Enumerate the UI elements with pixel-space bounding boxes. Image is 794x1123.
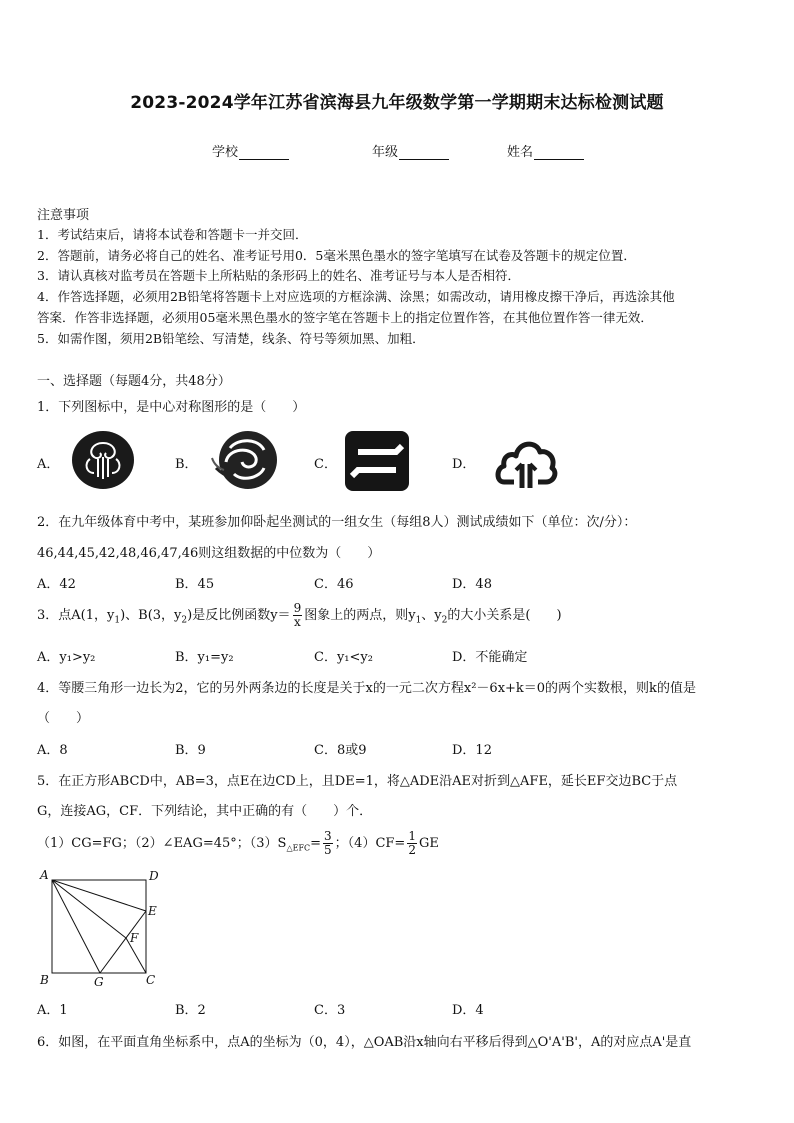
q5-option-d[interactable]: D．4 [452, 1003, 484, 1018]
q1-option-c-label: C． [314, 457, 337, 472]
q4-option-a[interactable]: A．8 [37, 743, 68, 758]
school-blank[interactable] [239, 146, 289, 160]
q3-option-c[interactable]: C．y₁<y₂ [314, 650, 373, 665]
q3-option-d[interactable]: D．不能确定 [452, 650, 528, 665]
swirl-logo-icon [208, 428, 280, 492]
name-label: 姓名 [507, 145, 534, 160]
q5-option-a[interactable]: A．1 [37, 1003, 68, 1018]
grade-label: 年级 [372, 145, 399, 160]
q2-option-b[interactable]: B．45 [175, 577, 215, 592]
notice-title: 注意事项 [37, 208, 90, 223]
name-field[interactable] [507, 141, 584, 160]
notice-item: 4．作答选择题，必须用2B铅笔将答题卡上对应选项的方框涂满、涂黑；如需改动，请用橡皮擦干净后，再选涂其他 [37, 289, 675, 304]
question-2-stem-line2: 46,44,45,42,48,46,47,46则这组数据的中位数为（ ） [37, 546, 381, 561]
q2-option-c[interactable]: C．46 [314, 577, 354, 592]
question-5-stem-line1: 5．在正方形ABCD中，AB=3，点E在边CD上，且DE=1，将△ADE沿AE对折到△AFE，延长EF交边BC于点 [37, 774, 678, 789]
notice-item: 答案．作答非选择题，必须用05毫米黑色墨水的签字笔在答题卡上的指定位置作答，在其他位置作答一律无效． [37, 310, 653, 325]
notice-item: 2．答题前，请务必将自己的姓名、准考证号用0．5毫米黑色墨水的签字笔填写在试卷及答题卡的规定位置． [37, 248, 636, 263]
spiral-emblem-icon [70, 429, 136, 491]
q5-option-b[interactable]: B．2 [175, 1003, 206, 1018]
fig-label-g: G [94, 975, 104, 988]
q5-fraction-1-2: $\frac{1}{2}$ [408, 829, 416, 857]
notice-item: 1．考试结束后，请将本试卷和答题卡一并交回． [37, 227, 308, 242]
question-6-stem-line1: 6．如图，在平面直角坐标系中，点A的坐标为（0，4），△OAB沿x轴向右平移后得到△O'A'B'，A的对应点A'是直 [37, 1035, 692, 1050]
q1-option-a-label: A． [37, 457, 60, 472]
notice-item: 3．请认真核对监考员在答题卡上所粘贴的条形码上的姓名、准考证号与本人是否相符． [37, 268, 520, 283]
school-field[interactable] [212, 141, 289, 160]
question-4-stem-line1: 4．等腰三角形一边长为2，它的另外两条边的长度是关于x的一元二次方程x²－6x+k＝0的两个实数根，则k的值是 [37, 681, 696, 696]
q3-fraction: $\frac{9}{x}$ [293, 601, 302, 629]
question-2-stem-line1: 2．在九年级体育中考中，某班参加仰卧起坐测试的一组女生（每组8人）测试成绩如下（单位：次/分）： [37, 515, 637, 530]
grade-blank[interactable] [399, 146, 449, 160]
q4-option-b[interactable]: B．9 [175, 743, 206, 758]
s-bar-logo-icon [344, 430, 410, 492]
question-4-stem-line2: （ ） [37, 711, 90, 726]
fig-label-a: A [40, 868, 49, 882]
name-blank[interactable] [534, 146, 584, 160]
question-1-stem: 1．下列图标中，是中心对称图形的是（ ） [37, 400, 306, 415]
q3-option-b[interactable]: B．y₁=y₂ [175, 650, 234, 665]
q4-option-c[interactable]: C．8或9 [314, 743, 367, 758]
page-title: 2023-2024学年江苏省滨海县九年级数学第一学期期末达标检测试题 [130, 93, 664, 113]
q5-option-c[interactable]: C．3 [314, 1003, 346, 1018]
q4-option-d[interactable]: D．12 [452, 743, 492, 758]
question-5-stem-line2: G，连接AG，CF．下列结论，其中正确的有（ ）个． [37, 804, 373, 819]
q1-option-b-label: B． [175, 457, 198, 472]
question-3-stem: 3．点A(1，$y_1$)、B(3，$y_2$)是反比例函数y＝ $\frac{9}{x}$ 图象上的两点，则$y_1$、$y_2$的大小关系是( ) [37, 601, 562, 629]
q5-square-figure [38, 866, 168, 988]
fig-label-e: E [148, 904, 157, 918]
fig-label-f: F [130, 931, 139, 945]
q1-option-d-label: D． [452, 457, 476, 472]
notice-item: 5．如需作图，须用2B铅笔绘、写清楚，线条、符号等须加黑、加粗． [37, 331, 425, 346]
question-5-conclusions: （1）CG=FG；（2）∠EAG=45°；$(3)S_{\triangle EFC}=$ $\frac{3}{5}$ ；（4）CF= $\frac{1}{2}$ GE [37, 829, 439, 857]
fig-label-d: D [149, 869, 159, 883]
q5-fraction-3-5: $\frac{3}{5}$ [324, 829, 332, 857]
q2-option-a[interactable]: A．42 [37, 577, 76, 592]
grade-field[interactable] [372, 141, 449, 160]
fig-label-b: B [40, 973, 49, 987]
cloud-tree-icon [494, 432, 558, 490]
fig-label-c: C [146, 973, 156, 987]
q2-option-d[interactable]: D．48 [452, 577, 492, 592]
section-heading: 一、选择题（每题4分，共48分） [37, 374, 231, 389]
q3-option-a[interactable]: A．y₁>y₂ [37, 650, 96, 665]
school-label: 学校 [212, 145, 239, 160]
